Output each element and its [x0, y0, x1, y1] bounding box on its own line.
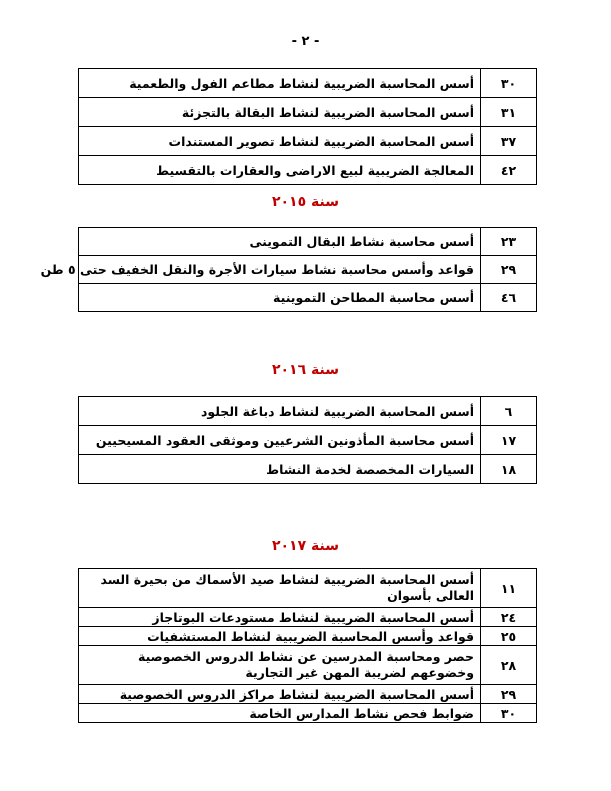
row-title: ضوابط فحص نشاط المدارس الخاصة: [79, 704, 481, 723]
row-title: أسس محاسبة نشاط البقال التموينى: [79, 228, 481, 256]
table-row: [79, 685, 537, 704]
row-title: أسس المحاسبة الضريبية لنشاط مراكز الدروس الخصوصية: [79, 685, 481, 704]
table-2017: [78, 568, 537, 723]
row-number: ٢٩: [481, 685, 537, 704]
table-row: [79, 646, 537, 685]
row-title: أسس محاسبة المأذونين الشرعيين وموثقى العقود المسيحيين: [79, 426, 481, 455]
table-row: [79, 397, 537, 426]
row-title: أسس المحاسبة الضريبية لنشاط مطاعم الفول والطعمية: [79, 69, 481, 98]
table-continued: [78, 68, 537, 185]
row-title: أسس محاسبة المطاحن التموينية: [79, 284, 481, 312]
row-number: ١٧: [481, 426, 537, 455]
table-row: [79, 704, 537, 723]
row-number: ٢٤: [481, 608, 537, 627]
row-title: قواعد وأسس محاسبة نشاط سيارات الأجرة والنقل الخفيف حتى ٥ طن: [79, 256, 481, 284]
row-number: ٣١: [481, 98, 537, 127]
row-title: السيارات المخصصة لخدمة النشاط: [79, 455, 481, 484]
row-number: ٣٠: [481, 69, 537, 98]
year-heading-2017: سنة ٢٠١٧: [271, 538, 340, 554]
table-2016: [78, 396, 537, 484]
row-number: ١٨: [481, 455, 537, 484]
row-title: المعالجة الضريبية لبيع الاراضى والعقارات بالتقسيط: [79, 156, 481, 185]
row-title: قواعد وأسس المحاسبة الضريبية لنشاط المستشفيات: [79, 627, 481, 646]
table-row: [79, 284, 537, 312]
table-row: [79, 156, 537, 185]
row-number: ٢٨: [481, 646, 537, 685]
year-heading-2015: سنة ٢٠١٥: [271, 194, 340, 210]
row-number: ٦: [481, 397, 537, 426]
row-number: ٣٧: [481, 127, 537, 156]
row-number: ٢٣: [481, 228, 537, 256]
row-number: ٢٩: [481, 256, 537, 284]
row-title: أسس المحاسبة الضريبية لنشاط دباغة الجلود: [79, 397, 481, 426]
table-row: [79, 127, 537, 156]
row-title: أسس المحاسبة الضريبية لنشاط مستودعات البوتاجاز: [79, 608, 481, 627]
table-row: [79, 627, 537, 646]
table-row: [79, 426, 537, 455]
table-row: [79, 98, 537, 127]
year-heading-2016: سنة ٢٠١٦: [271, 362, 340, 378]
row-number: ٤٢: [481, 156, 537, 185]
row-number: ٤٦: [481, 284, 537, 312]
table-row: [79, 228, 537, 256]
table-row: [79, 608, 537, 627]
row-title: حصر ومحاسبة المدرسين عن نشاط الدروس الخصوصية وخضوعهم لضريبة المهن غير التجارية: [79, 646, 481, 685]
row-number: ٣٠: [481, 704, 537, 723]
table-row: [79, 256, 537, 284]
row-title: أسس المحاسبة الضريبية لنشاط صيد الأسماك من بحيرة السد العالى بأسوان: [79, 569, 481, 608]
table-row: [79, 69, 537, 98]
table-row: [79, 569, 537, 608]
row-title: أسس المحاسبة الضريبية لنشاط تصوير المستندات: [79, 127, 481, 156]
table-row: [79, 455, 537, 484]
table-2015: [40, 227, 537, 312]
row-number: ٢٥: [481, 627, 537, 646]
page-number: - ٢ -: [291, 34, 320, 49]
row-title: أسس المحاسبة الضريبية لنشاط البقالة بالتجزئة: [79, 98, 481, 127]
row-number: ١١: [481, 569, 537, 608]
